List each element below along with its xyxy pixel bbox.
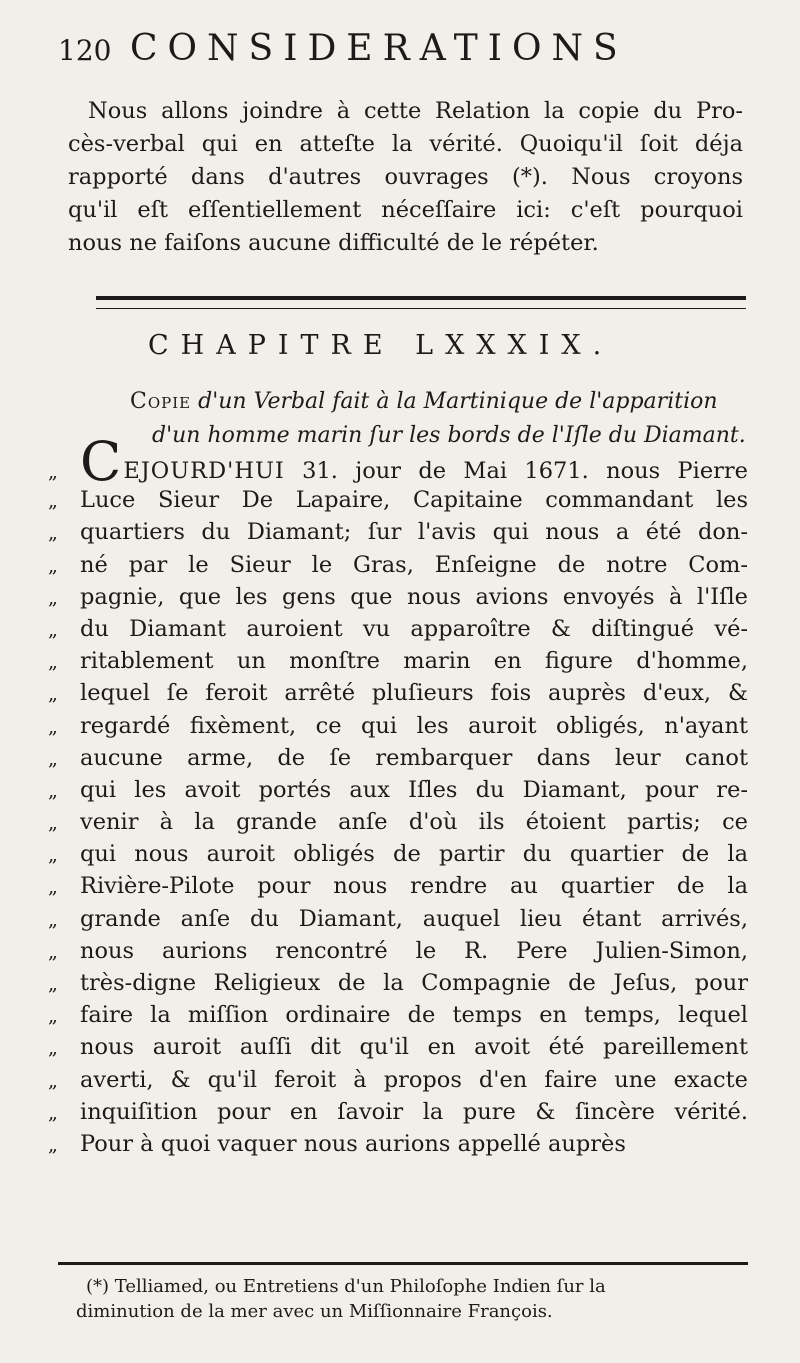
quotation-mark: „ xyxy=(48,715,58,738)
text-row xyxy=(48,613,748,645)
opening-word: EJOURD'HUI xyxy=(123,458,285,484)
text-line: grande anſe du Diamant, auquel lieu étant arrivés, xyxy=(80,905,748,932)
quotation-mark: „ xyxy=(48,1005,58,1028)
text-line: venir à la grande anſe d'où ils étoient partis; ce xyxy=(80,809,748,836)
text-line: très-digne Religieux de la Compagnie de Jeſus, pour xyxy=(80,970,748,996)
text-line: quartiers du Diamant; ſur l'avis qui nous a été don- xyxy=(80,519,748,546)
intro-paragraph xyxy=(68,95,743,260)
quotation-mark: „ xyxy=(48,554,58,577)
text-row xyxy=(48,1064,748,1096)
text-line: inquiſition pour en ſavoir la pure & ſincère vérité. xyxy=(80,1098,748,1125)
text-line: pagnie, que les gens que nous avions envoyés à l'Iſle xyxy=(80,583,748,610)
text-row xyxy=(48,645,748,677)
running-title: CONSIDERATIONS xyxy=(130,28,628,69)
text-row xyxy=(48,1128,748,1160)
quotation-mark: „ xyxy=(48,651,58,674)
text-row xyxy=(48,742,748,774)
text-line: lequel ſe feroit arrêté pluſieurs fois auprès d'eux, & xyxy=(80,680,748,707)
text-line: du Diamant auroient vu apparoître & diſtingué vé- xyxy=(80,615,748,642)
opening-line-rest: 31. jour de Mai 1671. nous Pierre xyxy=(284,458,748,484)
text-line: regardé fixèment, ce qui les auroit obligés, n'ayant xyxy=(80,712,748,739)
intro-line: nous ne faiſons aucune difficulté de le répéter. xyxy=(68,230,599,256)
text-row xyxy=(48,549,748,581)
text-row xyxy=(48,806,748,838)
chapter-subtitle-line: d'un Verbal fait à la Martinique de l'apparition xyxy=(198,389,718,414)
chapter-subtitle-lead: Copie xyxy=(130,389,192,414)
quotation-mark: „ xyxy=(48,844,58,867)
text-row xyxy=(48,484,748,516)
quotation-mark: „ xyxy=(48,461,58,483)
footnote-line: diminution de la mer avec un Miſſionnaire François. xyxy=(76,1301,553,1322)
text-line: faire la miſſion ordinaire de temps en temps, lequel xyxy=(80,1002,748,1029)
chapter-title: CHAPITRE LXXXIX. xyxy=(148,330,614,361)
quotation-mark: „ xyxy=(48,1101,58,1124)
text-line: Pour à quoi vaquer nous aurions appellé auprès xyxy=(80,1130,626,1157)
text-line: nous aurions rencontré le R. Pere Julien-Simon, xyxy=(80,937,748,964)
text-row xyxy=(48,999,748,1031)
quotation-mark: „ xyxy=(48,586,58,609)
page-number: 120 xyxy=(58,34,112,67)
text-row xyxy=(48,903,748,935)
text-line: Rivière-Pilote pour nous rendre au quartier de la xyxy=(80,873,748,900)
intro-line: rapporté dans d'autres ouvrages (*). Nous croyons xyxy=(68,164,743,190)
intro-line: Nous allons joindre à cette Relation la copie du Pro- xyxy=(88,98,743,124)
quotation-mark: „ xyxy=(48,812,58,835)
text-row xyxy=(48,581,748,613)
text-row xyxy=(48,1096,748,1128)
quotation-mark: „ xyxy=(48,522,58,545)
quotation-mark: „ xyxy=(48,618,58,641)
text-row xyxy=(48,677,748,709)
quotation-mark: „ xyxy=(48,973,58,995)
drop-cap: C xyxy=(80,430,122,493)
footnote xyxy=(76,1274,746,1324)
chapter-subtitle-line: d'un homme marin ſur les bords de l'Iſle du Diamant. xyxy=(152,423,746,448)
quotation-mark: „ xyxy=(48,747,58,770)
text-row xyxy=(48,935,748,967)
quotation-mark: „ xyxy=(48,940,58,963)
text-line: qui les avoit portés aux Iſles du Diamant, pour re- xyxy=(80,776,748,803)
text-line: Luce Sieur De Lapaire, Capitaine commandant les xyxy=(80,487,748,514)
chapter-subtitle xyxy=(130,385,750,453)
quotation-mark: „ xyxy=(48,876,58,899)
text-row xyxy=(48,870,748,902)
intro-line: qu'il eſt eſſentiellement néceſſaire ici: c'eſt pourquoi xyxy=(68,197,743,223)
quotation-mark: „ xyxy=(48,490,58,513)
text-line: aucune arme, de ſe rembarquer dans leur canot xyxy=(80,744,748,771)
text-row xyxy=(48,967,748,999)
text-line: qui nous auroit obligés de partir du quartier de la xyxy=(80,841,748,868)
text-row xyxy=(48,838,748,870)
intro-line: cès-verbal qui en atteſte la vérité. Quoiqu'il ſoit déja xyxy=(68,131,743,157)
ornamental-rule xyxy=(96,296,746,309)
quotation-mark: „ xyxy=(48,1069,58,1092)
text-line: averti, & qu'il feroit à propos d'en faire une exacte xyxy=(80,1066,748,1093)
footnote-rule xyxy=(58,1262,748,1265)
text-line: nous auroit auſſi dit qu'il en avoit été pareillement xyxy=(80,1034,748,1061)
quotation-mark: „ xyxy=(48,1133,58,1156)
quotation-mark: „ xyxy=(48,779,58,802)
quotation-mark: „ xyxy=(48,683,58,706)
text-row xyxy=(48,516,748,548)
page-header xyxy=(58,28,758,78)
text-line: né par le Sieur le Gras, Enſeigne de notre Com- xyxy=(80,551,748,578)
text-row xyxy=(48,774,748,806)
footnote-line: (*) Telliamed, ou Entretiens d'un Philoſophe Indien ſur la xyxy=(86,1276,606,1297)
text-line: ritablement un monſtre marin en figure d'homme, xyxy=(80,648,748,675)
text-row xyxy=(48,710,748,742)
text-row xyxy=(48,1031,748,1063)
quotation-mark: „ xyxy=(48,908,58,931)
quotation-mark: „ xyxy=(48,1037,58,1060)
